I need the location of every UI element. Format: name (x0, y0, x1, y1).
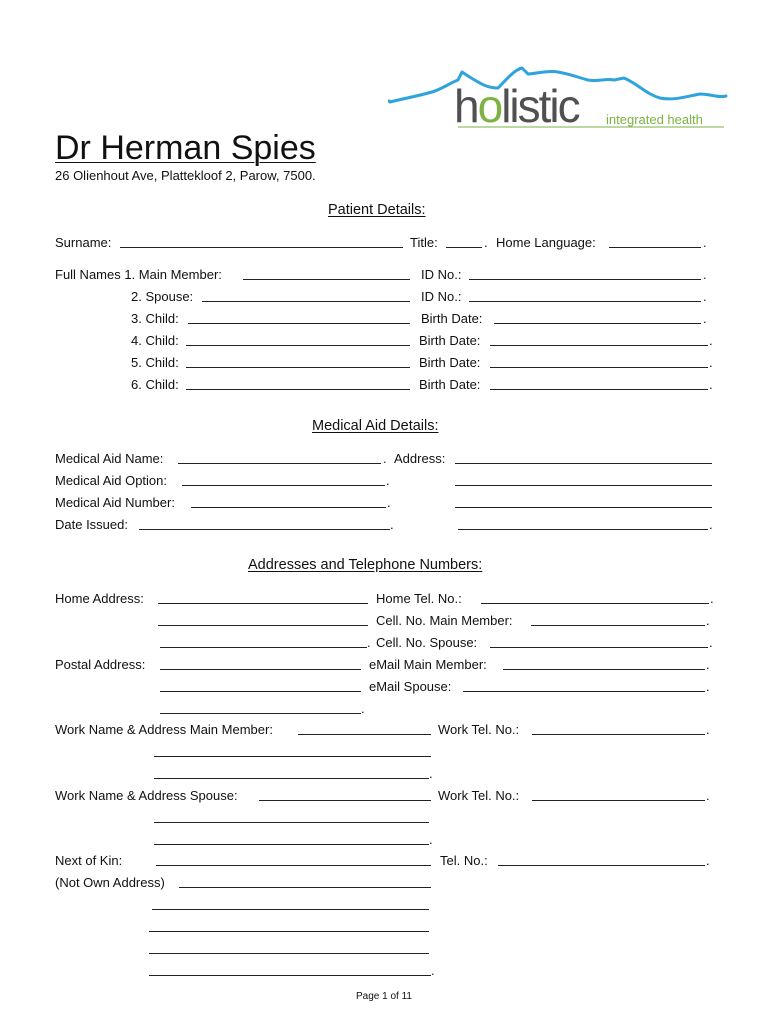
child4-field[interactable] (186, 345, 410, 346)
kin-address-field-5[interactable] (149, 975, 431, 976)
next-of-kin-tel-field[interactable] (498, 865, 705, 866)
birth-date-label: Birth Date: (419, 355, 481, 370)
kin-address-field-3[interactable] (149, 931, 429, 932)
cell-spouse-label: Cell. No. Spouse: (376, 635, 478, 650)
medical-aid-option-label: Medical Aid Option: (55, 473, 168, 488)
logo-wordmark: holistic (454, 80, 579, 132)
work-main-label: Work Name & Address Main Member: (55, 722, 273, 737)
work-tel-label: Work Tel. No.: (438, 788, 520, 803)
next-of-kin-label: Next of Kin: (55, 853, 123, 868)
home-tel-label: Home Tel. No.: (376, 591, 462, 606)
child6-label: 6. Child: (131, 377, 179, 392)
child6-birth-field[interactable] (490, 389, 708, 390)
work-main-field-3[interactable] (154, 778, 429, 779)
kin-address-field-4[interactable] (149, 953, 429, 954)
child4-label: 4. Child: (131, 333, 179, 348)
email-main-label: eMail Main Member: (369, 657, 487, 672)
title-label: Title: (410, 235, 438, 250)
main-member-id-field[interactable] (469, 279, 701, 280)
cell-main-label: Cell. No. Main Member: (376, 613, 513, 628)
medical-aid-number-field[interactable] (191, 507, 386, 508)
child5-birth-field[interactable] (490, 367, 708, 368)
work-spouse-field-2[interactable] (154, 822, 429, 823)
medical-aid-address-field-2[interactable] (455, 485, 712, 486)
email-main-field[interactable] (503, 669, 705, 670)
home-tel-field[interactable] (481, 603, 709, 604)
child5-label: 5. Child: (131, 355, 179, 370)
child6-field[interactable] (186, 389, 410, 390)
child3-label: 3. Child: (131, 311, 179, 326)
work-spouse-label: Work Name & Address Spouse: (55, 788, 238, 803)
next-of-kin-field[interactable] (156, 865, 431, 866)
holistic-logo (388, 58, 728, 138)
cell-main-field[interactable] (531, 625, 705, 626)
medical-aid-heading: Medical Aid Details: (312, 418, 439, 434)
home-address-label: Home Address: (55, 591, 144, 606)
work-main-field-1[interactable] (298, 734, 431, 735)
doctor-name: Dr Herman Spies (55, 129, 316, 167)
work-tel-main-field[interactable] (532, 734, 705, 735)
child3-birth-field[interactable] (494, 323, 701, 324)
medical-aid-number-label: Medical Aid Number: (55, 495, 175, 510)
spouse-id-field[interactable] (469, 301, 701, 302)
postal-address-field-3[interactable] (160, 713, 361, 714)
kin-address-field-1[interactable] (179, 887, 431, 888)
home-address-field-1[interactable] (158, 603, 368, 604)
page-number: Page 1 of 11 (356, 991, 412, 1002)
date-issued-label: Date Issued: (55, 517, 128, 532)
home-address-field-2[interactable] (158, 625, 368, 626)
home-language-label: Home Language: (496, 235, 596, 250)
work-main-field-2[interactable] (154, 756, 431, 757)
not-own-address-label: (Not Own Address) (55, 875, 165, 890)
child4-birth-field[interactable] (490, 345, 708, 346)
medical-aid-name-field[interactable] (178, 463, 381, 464)
id-no-label: ID No.: (421, 267, 462, 282)
email-spouse-label: eMail Spouse: (369, 679, 452, 694)
doctor-address: 26 Olienhout Ave, Plattekloof 2, Parow, 7500. (55, 168, 316, 183)
medical-aid-option-field[interactable] (182, 485, 385, 486)
child3-field[interactable] (188, 323, 410, 324)
id-no-label: ID No.: (421, 289, 462, 304)
spouse-field[interactable] (202, 301, 410, 302)
kin-address-field-2[interactable] (152, 909, 429, 910)
surname-field[interactable] (120, 247, 403, 248)
postal-address-field-2[interactable] (160, 691, 361, 692)
birth-date-label: Birth Date: (419, 333, 481, 348)
home-language-field[interactable] (609, 247, 701, 248)
work-spouse-field-3[interactable] (154, 844, 429, 845)
birth-date-label: Birth Date: (419, 377, 481, 392)
birth-date-label: Birth Date: (421, 311, 483, 326)
patient-details-heading: Patient Details: (328, 202, 426, 218)
medical-aid-address-field-4[interactable] (458, 529, 708, 530)
medical-aid-address-field-3[interactable] (455, 507, 712, 508)
medical-aid-name-label: Medical Aid Name: (55, 451, 164, 466)
home-address-field-3[interactable] (160, 647, 367, 648)
title-field[interactable] (446, 247, 482, 248)
work-tel-label: Work Tel. No.: (438, 722, 520, 737)
date-issued-field[interactable] (139, 529, 390, 530)
addresses-heading: Addresses and Telephone Numbers: (248, 557, 483, 573)
work-tel-spouse-field[interactable] (532, 800, 705, 801)
main-member-label: Full Names 1. Main Member: (55, 267, 222, 282)
postal-address-field-1[interactable] (160, 669, 361, 670)
surname-label: Surname: (55, 235, 112, 250)
cell-spouse-field[interactable] (490, 647, 708, 648)
work-spouse-field-1[interactable] (259, 800, 431, 801)
medical-aid-address-field-1[interactable] (455, 463, 712, 464)
main-member-field[interactable] (243, 279, 410, 280)
postal-address-label: Postal Address: (55, 657, 146, 672)
spouse-label: 2. Spouse: (131, 289, 194, 304)
dot: . (484, 235, 488, 250)
logo-tagline: integrated health (606, 112, 703, 127)
child5-field[interactable] (186, 367, 410, 368)
tel-no-label: Tel. No.: (440, 853, 488, 868)
email-spouse-field[interactable] (463, 691, 705, 692)
medical-aid-address-label: Address: (394, 451, 446, 466)
